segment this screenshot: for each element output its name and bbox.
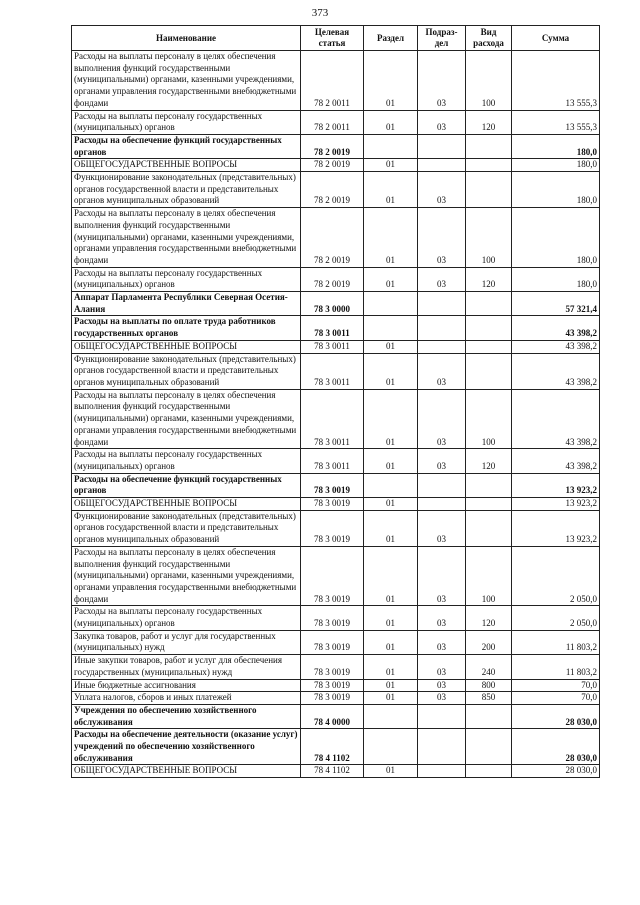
- cell-expense-type: 800: [466, 679, 512, 692]
- cell-section: 01: [364, 765, 418, 778]
- table-row: [72, 679, 600, 692]
- cell-target-article: 78 3 0011: [301, 340, 364, 353]
- cell-amount: 43 398,2: [512, 316, 600, 340]
- cell-target-article: 78 3 0011: [301, 353, 364, 389]
- cell-target-article: 78 3 0019: [301, 473, 364, 497]
- cell-target-article: 78 2 0019: [301, 208, 364, 268]
- cell-name: Уплата налогов, сборов и иных платежей: [72, 692, 301, 705]
- cell-expense-type: 240: [466, 655, 512, 679]
- cell-target-article: 78 3 0019: [301, 655, 364, 679]
- cell-subsection: [418, 704, 466, 728]
- cell-amount: 43 398,2: [512, 340, 600, 353]
- table-row: [72, 765, 600, 778]
- cell-name: Функционирование законодательных (представительных) органов государственной власти и представительных органов муниципальных образований: [72, 510, 301, 546]
- header-amount: Сумма: [512, 26, 600, 51]
- cell-expense-type: [466, 498, 512, 511]
- cell-amount: 70,0: [512, 692, 600, 705]
- cell-section: 01: [364, 655, 418, 679]
- table-row: [72, 630, 600, 654]
- cell-name: Расходы на выплаты персоналу государственных (муниципальных) органов: [72, 110, 301, 134]
- cell-expense-type: [466, 159, 512, 172]
- cell-amount: 11 803,2: [512, 630, 600, 654]
- cell-expense-type: 200: [466, 630, 512, 654]
- cell-subsection: 03: [418, 655, 466, 679]
- cell-subsection: 03: [418, 172, 466, 208]
- cell-subsection: 03: [418, 51, 466, 111]
- cell-amount: 11 803,2: [512, 655, 600, 679]
- cell-target-article: 78 3 0019: [301, 630, 364, 654]
- table-row: [72, 110, 600, 134]
- cell-expense-type: [466, 510, 512, 546]
- cell-amount: 2 050,0: [512, 546, 600, 606]
- cell-expense-type: 120: [466, 110, 512, 134]
- table-row: [72, 546, 600, 606]
- table-row: [72, 292, 600, 316]
- cell-name: Расходы на выплаты персоналу в целях обеспечения выполнения функций государственными (муниципальными) органами, казенными учреждениями, органами управления государственными внебюджетными фондами: [72, 208, 301, 268]
- cell-subsection: [418, 159, 466, 172]
- cell-section: [364, 473, 418, 497]
- table-row: [72, 692, 600, 705]
- cell-target-article: 78 4 1102: [301, 729, 364, 765]
- cell-name: ОБЩЕГОСУДАРСТВЕННЫЕ ВОПРОСЫ: [72, 498, 301, 511]
- cell-name: Расходы на выплаты персоналу в целях обеспечения выполнения функций государственными (муниципальными) органами, казенными учреждениями, органами управления государственными внебюджетными фондами: [72, 389, 301, 449]
- cell-target-article: 78 3 0000: [301, 292, 364, 316]
- cell-expense-type: 100: [466, 208, 512, 268]
- cell-amount: 43 398,2: [512, 353, 600, 389]
- cell-name: Учреждения по обеспечению хозяйственного обслуживания: [72, 704, 301, 728]
- cell-subsection: [418, 765, 466, 778]
- cell-name: Расходы на обеспечение деятельности (оказание услуг) учреждений по обеспечению хозяйственного обслуживания: [72, 729, 301, 765]
- cell-section: 01: [364, 546, 418, 606]
- cell-subsection: [418, 473, 466, 497]
- cell-name: ОБЩЕГОСУДАРСТВЕННЫЕ ВОПРОСЫ: [72, 340, 301, 353]
- cell-section: 01: [364, 172, 418, 208]
- cell-name: Расходы на выплаты персоналу государственных (муниципальных) органов: [72, 449, 301, 473]
- cell-expense-type: [466, 316, 512, 340]
- header-expense-type: Вид расхода: [466, 26, 512, 51]
- table-row: [72, 134, 600, 158]
- table-row: [72, 340, 600, 353]
- cell-name: ОБЩЕГОСУДАРСТВЕННЫЕ ВОПРОСЫ: [72, 765, 301, 778]
- cell-amount: 13 555,3: [512, 110, 600, 134]
- cell-subsection: 03: [418, 449, 466, 473]
- cell-name: Закупка товаров, работ и услуг для государственных (муниципальных) нужд: [72, 630, 301, 654]
- cell-subsection: 03: [418, 510, 466, 546]
- table-row: [72, 606, 600, 630]
- cell-amount: 180,0: [512, 159, 600, 172]
- cell-target-article: 78 3 0019: [301, 692, 364, 705]
- cell-section: 01: [364, 208, 418, 268]
- cell-target-article: 78 3 0019: [301, 679, 364, 692]
- cell-section: 01: [364, 679, 418, 692]
- cell-target-article: 78 3 0019: [301, 606, 364, 630]
- cell-subsection: 03: [418, 630, 466, 654]
- cell-section: 01: [364, 51, 418, 111]
- header-name: Наименование: [72, 26, 301, 51]
- cell-section: 01: [364, 389, 418, 449]
- cell-target-article: 78 4 1102: [301, 765, 364, 778]
- cell-subsection: [418, 340, 466, 353]
- cell-target-article: 78 4 0000: [301, 704, 364, 728]
- cell-subsection: 03: [418, 546, 466, 606]
- table-row: [72, 704, 600, 728]
- cell-subsection: 03: [418, 679, 466, 692]
- cell-expense-type: [466, 172, 512, 208]
- cell-amount: 13 923,2: [512, 473, 600, 497]
- cell-section: 01: [364, 498, 418, 511]
- cell-target-article: 78 2 0019: [301, 159, 364, 172]
- cell-target-article: 78 3 0019: [301, 510, 364, 546]
- table-row: [72, 729, 600, 765]
- cell-subsection: 03: [418, 606, 466, 630]
- cell-subsection: 03: [418, 267, 466, 291]
- cell-expense-type: [466, 704, 512, 728]
- cell-name: ОБЩЕГОСУДАРСТВЕННЫЕ ВОПРОСЫ: [72, 159, 301, 172]
- cell-subsection: [418, 729, 466, 765]
- cell-name: Расходы на выплаты персоналу в целях обеспечения выполнения функций государственными (муниципальными) органами, казенными учреждениями, органами управления государственными внебюджетными фондами: [72, 51, 301, 111]
- cell-subsection: [418, 316, 466, 340]
- cell-name: Расходы на выплаты по оплате труда работников государственных органов: [72, 316, 301, 340]
- cell-subsection: 03: [418, 389, 466, 449]
- cell-name: Иные бюджетные ассигнования: [72, 679, 301, 692]
- cell-amount: 28 030,0: [512, 729, 600, 765]
- cell-expense-type: 850: [466, 692, 512, 705]
- table-row: [72, 51, 600, 111]
- cell-subsection: [418, 134, 466, 158]
- cell-subsection: [418, 498, 466, 511]
- table-row: [72, 172, 600, 208]
- cell-section: 01: [364, 449, 418, 473]
- cell-name: Расходы на обеспечение функций государственных органов: [72, 134, 301, 158]
- table-header-row: [72, 26, 600, 51]
- cell-target-article: 78 2 0019: [301, 267, 364, 291]
- table-row: [72, 389, 600, 449]
- cell-target-article: 78 2 0019: [301, 172, 364, 208]
- cell-target-article: 78 3 0019: [301, 546, 364, 606]
- cell-section: [364, 292, 418, 316]
- cell-subsection: 03: [418, 353, 466, 389]
- cell-target-article: 78 2 0019: [301, 134, 364, 158]
- cell-section: 01: [364, 630, 418, 654]
- cell-subsection: 03: [418, 692, 466, 705]
- table-row: [72, 449, 600, 473]
- cell-name: Функционирование законодательных (представительных) органов государственной власти и представительных органов муниципальных образований: [72, 172, 301, 208]
- cell-section: 01: [364, 267, 418, 291]
- table-row: [72, 510, 600, 546]
- cell-expense-type: 120: [466, 606, 512, 630]
- cell-target-article: 78 3 0019: [301, 498, 364, 511]
- cell-expense-type: [466, 353, 512, 389]
- header-subsection: Подраз-дел: [418, 26, 466, 51]
- cell-section: 01: [364, 606, 418, 630]
- table-row: [72, 353, 600, 389]
- cell-amount: 13 555,3: [512, 51, 600, 111]
- cell-name: Аппарат Парламента Республики Северная Осетия-Алания: [72, 292, 301, 316]
- cell-expense-type: 120: [466, 267, 512, 291]
- budget-table: [71, 25, 600, 778]
- cell-target-article: 78 3 0011: [301, 449, 364, 473]
- header-target-article: Целевая статья: [301, 26, 364, 51]
- page-number: 373: [311, 7, 329, 19]
- table-row: [72, 655, 600, 679]
- cell-amount: 180,0: [512, 208, 600, 268]
- cell-name: Иные закупки товаров, работ и услуг для обеспечения государственных (муниципальных) нужд: [72, 655, 301, 679]
- table-row: [72, 208, 600, 268]
- cell-name: Расходы на выплаты персоналу государственных (муниципальных) органов: [72, 267, 301, 291]
- cell-name: Расходы на обеспечение функций государственных органов: [72, 473, 301, 497]
- cell-expense-type: 120: [466, 449, 512, 473]
- cell-expense-type: [466, 729, 512, 765]
- cell-target-article: 78 2 0011: [301, 110, 364, 134]
- header-section: Раздел: [364, 26, 418, 51]
- cell-name: Функционирование законодательных (представительных) органов государственной власти и представительных органов муниципальных образований: [72, 353, 301, 389]
- cell-name: Расходы на выплаты персоналу государственных (муниципальных) органов: [72, 606, 301, 630]
- cell-section: [364, 729, 418, 765]
- cell-amount: 43 398,2: [512, 449, 600, 473]
- cell-expense-type: [466, 292, 512, 316]
- cell-expense-type: [466, 765, 512, 778]
- cell-amount: 28 030,0: [512, 765, 600, 778]
- cell-section: [364, 134, 418, 158]
- cell-amount: 57 321,4: [512, 292, 600, 316]
- cell-target-article: 78 3 0011: [301, 389, 364, 449]
- cell-subsection: 03: [418, 110, 466, 134]
- cell-amount: 2 050,0: [512, 606, 600, 630]
- cell-name: Расходы на выплаты персоналу в целях обеспечения выполнения функций государственными (муниципальными) органами, казенными учреждениями, органами управления государственными внебюджетными фондами: [72, 546, 301, 606]
- cell-section: 01: [364, 510, 418, 546]
- cell-section: 01: [364, 692, 418, 705]
- cell-expense-type: 100: [466, 51, 512, 111]
- cell-expense-type: [466, 340, 512, 353]
- table-row: [72, 473, 600, 497]
- cell-subsection: [418, 292, 466, 316]
- table-row: [72, 159, 600, 172]
- cell-section: 01: [364, 353, 418, 389]
- cell-subsection: 03: [418, 208, 466, 268]
- cell-section: [364, 316, 418, 340]
- cell-expense-type: [466, 134, 512, 158]
- cell-target-article: 78 2 0011: [301, 51, 364, 111]
- cell-amount: 180,0: [512, 134, 600, 158]
- table-row: [72, 316, 600, 340]
- cell-section: 01: [364, 110, 418, 134]
- cell-section: 01: [364, 340, 418, 353]
- cell-expense-type: [466, 473, 512, 497]
- cell-amount: 180,0: [512, 267, 600, 291]
- cell-expense-type: 100: [466, 546, 512, 606]
- cell-amount: 28 030,0: [512, 704, 600, 728]
- table-row: [72, 498, 600, 511]
- cell-amount: 70,0: [512, 679, 600, 692]
- cell-amount: 180,0: [512, 172, 600, 208]
- cell-expense-type: 100: [466, 389, 512, 449]
- cell-amount: 13 923,2: [512, 510, 600, 546]
- cell-amount: 43 398,2: [512, 389, 600, 449]
- cell-amount: 13 923,2: [512, 498, 600, 511]
- cell-target-article: 78 3 0011: [301, 316, 364, 340]
- table-row: [72, 267, 600, 291]
- cell-section: [364, 704, 418, 728]
- cell-section: 01: [364, 159, 418, 172]
